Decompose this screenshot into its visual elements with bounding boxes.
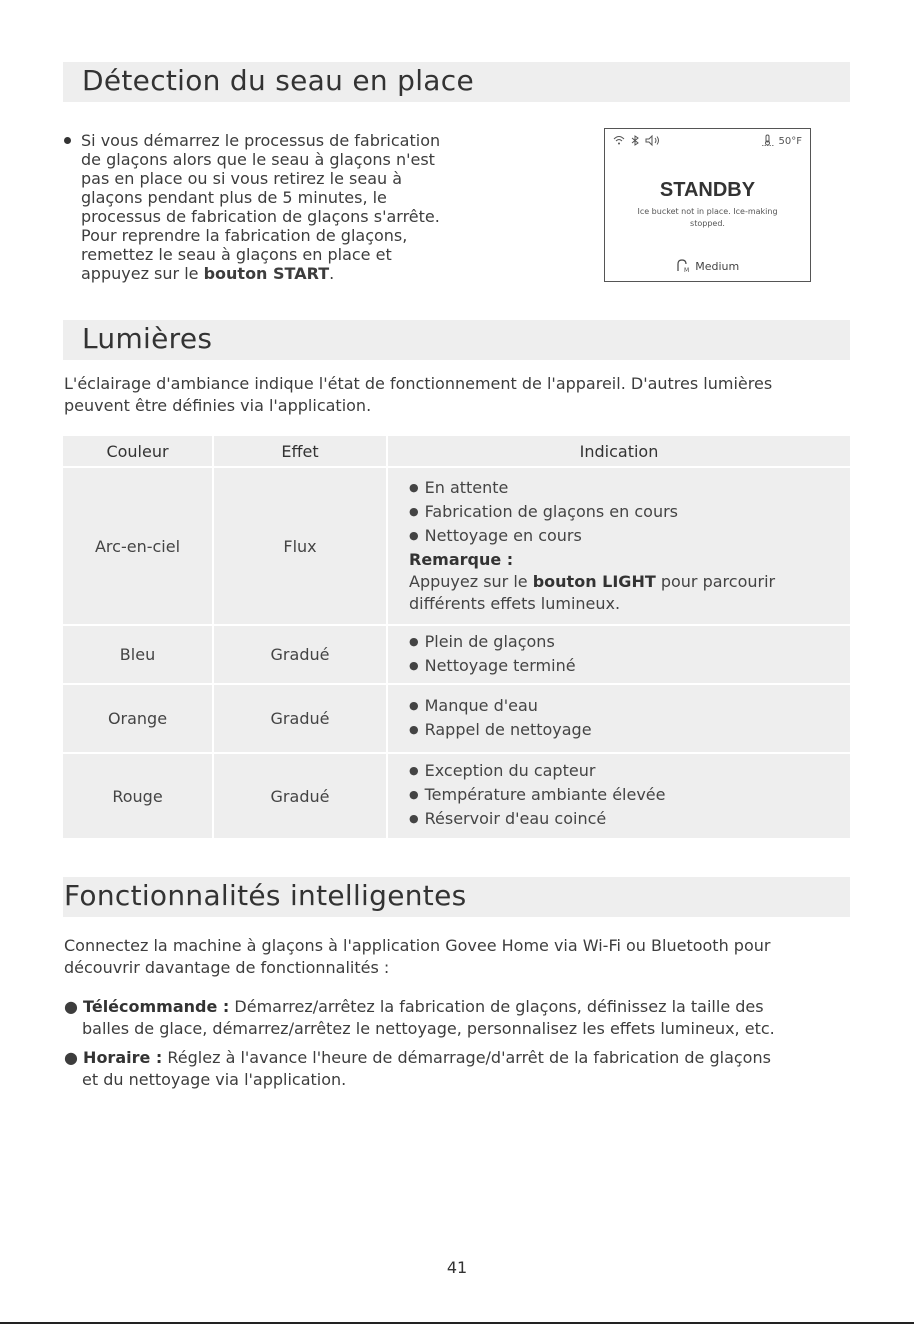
- smart-feature-remote: [64, 996, 854, 1040]
- standby-title: STANDBY: [659, 179, 756, 201]
- table-cell-color: Orange: [63, 685, 212, 752]
- table-cell-effect: Gradué: [214, 754, 386, 838]
- table-header-effect: Effet: [214, 436, 386, 466]
- indication-item: ● Température ambiante élevée: [409, 784, 850, 808]
- table-cell-color: Rouge: [63, 754, 212, 838]
- detection-line: Pour reprendre la fabrication de glaçons,: [81, 226, 408, 245]
- light-button-ref: bouton LIGHT: [532, 572, 656, 591]
- indication-item: ● Manque d'eau: [409, 695, 850, 719]
- ice-size-label: Medium: [695, 260, 740, 273]
- start-button-ref: bouton START: [203, 264, 330, 283]
- detection-line: processus de fabrication de glaçons s'arrête.: [81, 207, 440, 226]
- table-cell-color: Arc-en-ciel: [63, 468, 212, 624]
- table-cell-indication: [388, 468, 850, 624]
- feature-text: Réglez à l'avance l'heure de démarrage/d'arrêt de la fabrication de glaçons: [162, 1048, 771, 1067]
- text: Appuyez sur le: [409, 572, 533, 591]
- smart-feature-schedule: [64, 1047, 854, 1091]
- table-cell-effect: Gradué: [214, 685, 386, 752]
- wifi-bluetooth-sound-icon: [613, 134, 665, 147]
- text: .: [329, 264, 335, 283]
- note-line: [409, 571, 850, 593]
- temperature-value: 50°F: [778, 136, 802, 147]
- detection-line: glaçons pendant plus de 5 minutes, le: [81, 188, 387, 207]
- lcd-message: [625, 206, 790, 230]
- feature-text: et du nettoyage via l'application.: [82, 1070, 347, 1089]
- text: pour parcourir: [655, 572, 776, 591]
- indication-item: ● Nettoyage terminé: [409, 655, 850, 679]
- table-cell-color: Bleu: [63, 626, 212, 683]
- indication-item: ● Exception du capteur: [409, 760, 850, 784]
- feature-line: ● Horaire : Réglez à l'avance l'heure de démarrage/d'arrêt de la fabrication de glaçons: [64, 1048, 771, 1067]
- smart-intro: [64, 935, 854, 979]
- detection-line-last: [81, 264, 491, 283]
- detection-line: de glaçons alors que le seau à glaçons n'est: [81, 150, 435, 169]
- section-title-detection: Détection du seau en place: [82, 64, 474, 97]
- detection-line: pas en place ou si vous retirez le seau à: [81, 169, 403, 188]
- detection-line: remettez le seau à glaçons en place et: [81, 245, 392, 264]
- text: appuyez sur le: [81, 264, 204, 283]
- table-cell-effect: Gradué: [214, 626, 386, 683]
- temperature-readout: [761, 134, 802, 147]
- bullet-icon: [64, 137, 71, 144]
- status-icons: [613, 134, 665, 150]
- intro-line: peuvent être définies via l'application.: [64, 396, 372, 415]
- detection-line: Si vous démarrez le processus de fabrication: [81, 131, 441, 150]
- detection-paragraph: [81, 131, 491, 283]
- feature-text: balles de glace, démarrez/arrêtez le nettoyage, personnalisez les effets lumineux, etc.: [82, 1019, 775, 1038]
- feature-line: ● Télécommande : Démarrez/arrêtez la fabrication de glaçons, définissez la taille des: [64, 997, 764, 1016]
- feature-text: Démarrez/arrêtez la fabrication de glaçons, définissez la taille des: [229, 997, 764, 1016]
- indication-item: ● Plein de glaçons: [409, 631, 850, 655]
- lcd-message-line: Ice bucket not in place. Ice-making: [637, 207, 778, 216]
- feature-label: Télécommande :: [83, 997, 230, 1016]
- svg-text:M: M: [683, 267, 689, 273]
- thermometer-icon: [761, 134, 775, 146]
- indication-item: ● Réservoir d'eau coincé: [409, 808, 850, 832]
- note-line: différents effets lumineux.: [409, 594, 621, 613]
- intro-line: L'éclairage d'ambiance indique l'état de fonctionnement de l'appareil. D'autres lumières: [64, 374, 773, 393]
- ice-size-icon: [676, 259, 692, 273]
- table-cell-indication: [388, 626, 850, 683]
- table-header-indication: Indication: [388, 436, 850, 466]
- feature-label: Horaire :: [83, 1048, 163, 1067]
- indication-item: ● Rappel de nettoyage: [409, 719, 850, 743]
- intro-line: découvrir davantage de fonctionnalités :: [64, 958, 390, 977]
- table-header-color: Couleur: [63, 436, 212, 466]
- indication-item: ● Nettoyage en cours: [409, 525, 850, 549]
- lcd-display: [604, 128, 811, 282]
- table-cell-effect: Flux: [214, 468, 386, 624]
- indication-item: ● En attente: [409, 477, 850, 501]
- ice-size-indicator: [605, 259, 810, 273]
- intro-line: Connectez la machine à glaçons à l'application Govee Home via Wi-Fi ou Bluetooth pour: [64, 936, 771, 955]
- lcd-message-line: stopped.: [690, 219, 725, 228]
- table-cell-indication: [388, 685, 850, 752]
- lights-intro: [64, 373, 854, 417]
- indication-item: ● Fabrication de glaçons en cours: [409, 501, 850, 525]
- page-number: 41: [446, 1258, 468, 1277]
- section-title-lights: Lumières: [82, 322, 213, 355]
- section-title-smart: Fonctionnalités intelligentes: [64, 879, 467, 912]
- table-cell-indication: [388, 754, 850, 838]
- note-title: Remarque :: [409, 550, 514, 569]
